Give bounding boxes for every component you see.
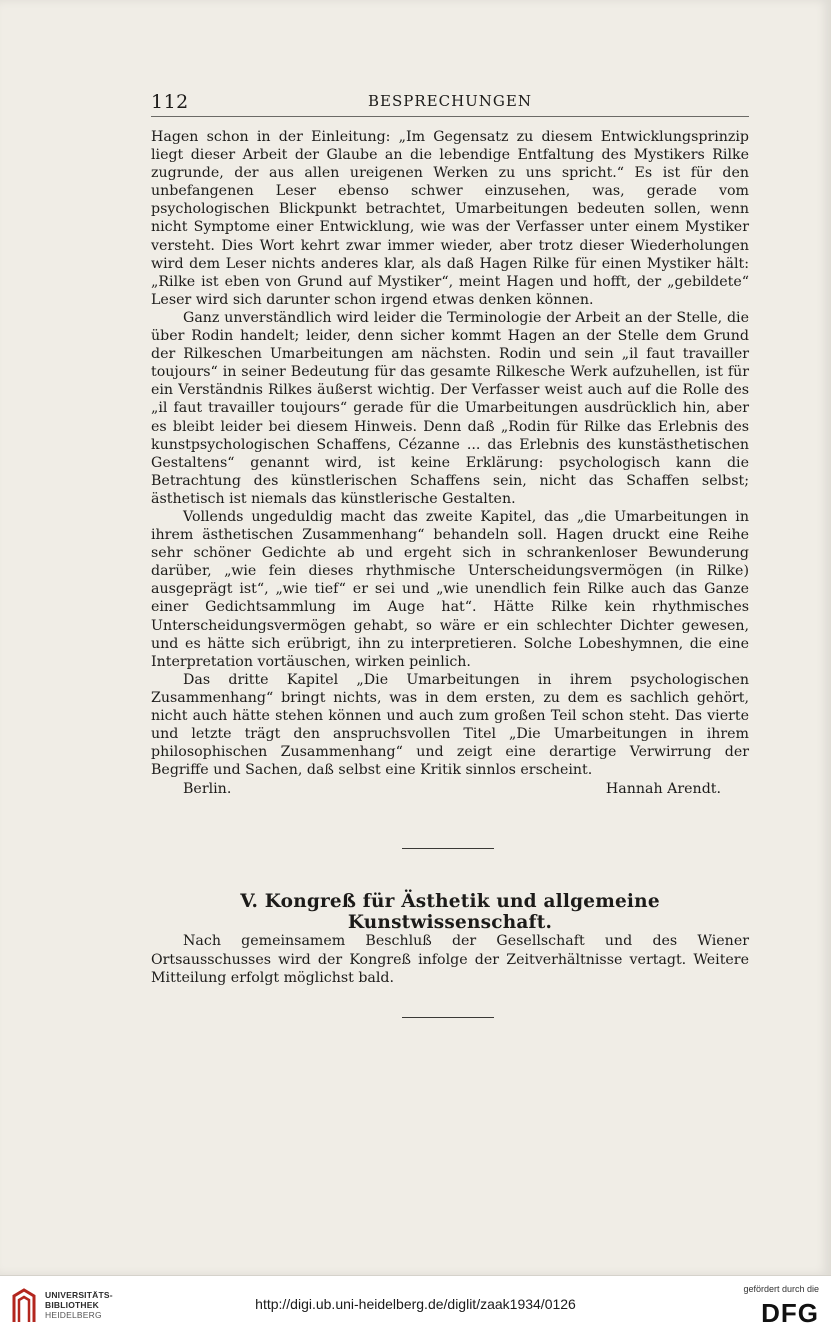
divider	[402, 1017, 494, 1018]
dfg-logo: DFG	[761, 1298, 819, 1328]
page-number: 112	[151, 91, 189, 113]
paragraph: Das dritte Kapitel „Die Umarbeitungen in ihrem psychologischen Zusammenhang“ bringt nichts, was in dem ersten, zu dem es sachlich gehört, nicht auch hätte stehen können und auch zum großen Teil schon steht. Das vierte und letzte trägt den anspruchsvollen Titel „Die Umarbeitungen in ihrem philosophischen Zusammenhang“ und zeigt eine derartige Verwirrung der Begriffe und Sachen, daß selbst eine Kritik sinnlos erscheint.	[151, 671, 749, 779]
paragraph: Vollends ungeduldig macht das zweite Kapitel, das „die Umarbeitungen in ihrem ästhetischen Zusammenhang“ behandeln soll. Hagen druckt eine Reihe sehr schöner Gedichte ab und ergeht sich in schrankenloser Bewunderung darüber, „wie fein dieses rhythmische Unterscheidungsvermögen (in Rilke) ausgeprägt ist“, „wie tief“ er sei und „wie unendlich fein Rilke auch das Ganze einer Gedichtsammlung im Auge hat“. Hätte Rilke kein rhythmisches Unterscheidungsvermögen gehabt, so wäre er ein schlechter Dichter gewesen, und es hätte sich erübrigt, ihn zu interpretieren. Solche Lobeshymnen, die eine Interpretation vortäuschen, wirken peinlich.	[151, 508, 749, 670]
funded-by-label: gefördert durch die	[743, 1284, 819, 1294]
author: Hannah Arendt.	[605, 781, 721, 798]
permalink-url[interactable]: http://digi.ub.uni-heidelberg.de/diglit/zaak1934/0126	[255, 1296, 576, 1312]
library-line: BIBLIOTHEK	[45, 1300, 99, 1310]
paragraph: Hagen schon in der Einleitung: „Im Gegensatz zu diesem Entwicklungsprinzip liegt dieser Arbeit der Glaube an die lebendige Entfaltung des Mystikers Rilke zugrunde, der aus allen ureigenen Werken zu uns spricht.“ Es ist für den unbefangenen Leser ebenso schwer einzusehen, was, gerade vom psychologischen Blickpunkt betrachtet, Umarbeitungen bedeuten sollen, wenn nicht Symptome einer Entwicklung, wie was der Verfasser unter einem Mystiker versteht. Dies Wort kehrt zwar immer wieder, aber trotz dieser Wiederholungen wird dem Leser nichts anderes klar, als daß Hagen Rilke für einen Mystiker hält: „Rilke ist eben von Grund auf Mystiker“, meint Hagen und hofft, der „gebildete“ Leser wird sich darunter schon irgend etwas denken können.	[151, 129, 749, 308]
library-line: UNIVERSITÄTS-	[45, 1290, 113, 1300]
section-heading: V. Kongreß für Ästhetik und allgemeine Kunstwissenschaft.	[240, 891, 660, 933]
paragraph: Nach gemeinsamem Beschluß der Gesellschaft und des Wiener Ortsausschusses wird der Kongreß infolge der Zeitverhältnisse vertagt. Weitere Mitteilung erfolgt möglichst bald.	[151, 933, 749, 987]
paragraph: Ganz unverständlich wird leider die Terminologie der Arbeit an der Stelle, die über Rodin handelt; leider, denn sicher kommt Hagen an der Stelle dem Grund der Rilkeschen Umarbeitungen am nächsten. Rodin und sein „il faut travailler toujours“ in seiner Bedeutung für das gesamte Rilkesche Werk aufzuhellen, ist für ein Verständnis Rilkes äußerst wichtig. Der Verfasser weist auch auf die Rolle des „il faut travailler toujours“ gerade für die Umarbeitungen ausdrücklich hin, aber es bleibt leider bei diesem Hinweis. Denn daß „Rodin für Rilke das Erlebnis des kunstpsychologischen Schaffens, Cézanne ... das Erlebnis des kunstästhetischen Gestaltens“ genannt wird, ist keine Erklärung: psychologisch kann die Betrachtung des künstlerischen Schaffens sein, nicht das Schaffen selbst; ästhetisch ist niemals das künstlerische Gestalten.	[151, 309, 749, 507]
review-text	[151, 128, 749, 798]
library-line: HEIDELBERG	[45, 1310, 102, 1320]
place: Berlin.	[183, 781, 232, 798]
signature-line	[151, 780, 749, 798]
divider	[402, 848, 494, 849]
page-header	[151, 86, 749, 117]
notice-text	[151, 932, 749, 988]
running-title: BESPRECHUNGEN	[368, 92, 532, 110]
footer-bar	[0, 1275, 831, 1334]
